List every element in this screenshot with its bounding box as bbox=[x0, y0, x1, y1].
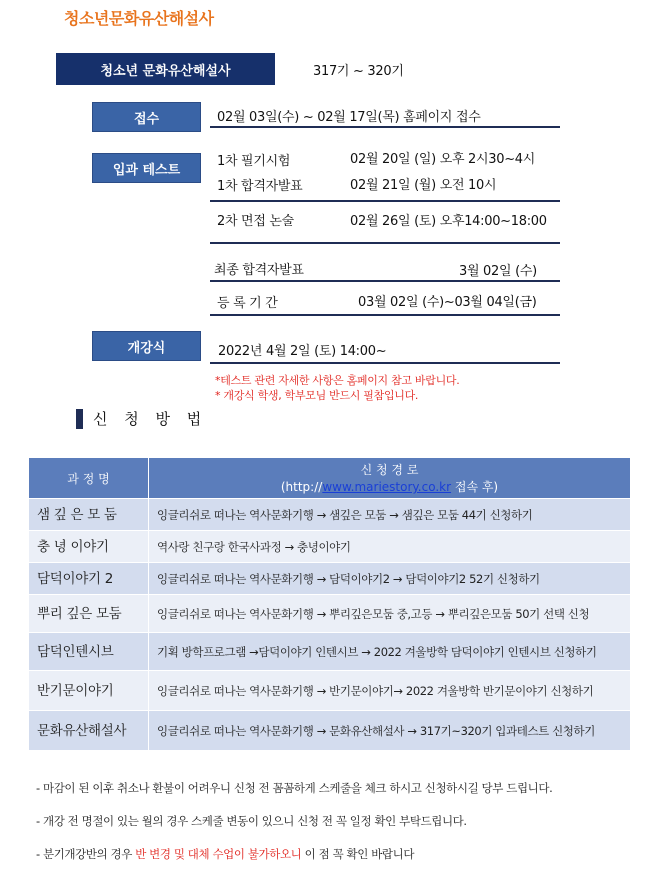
reception-label: 접수 bbox=[92, 102, 201, 132]
course-name: 문화유산해설사 bbox=[29, 711, 149, 751]
entrance-test-label: 입과 테스트 bbox=[92, 153, 201, 183]
footer-note-3 bbox=[36, 846, 414, 862]
section-title-text: 신 청 방 법 bbox=[93, 410, 208, 428]
table-header-row bbox=[29, 458, 631, 499]
program-label: 청소년 문화유산해설사 bbox=[56, 53, 275, 85]
footer-note-1: - 마감이 된 이후 취소나 환불이 어려우니 신청 전 꼼꼼하게 스케줄을 체크 하시고 신청하시길 당부 드립니다. bbox=[36, 781, 553, 795]
test-name: 1차 필기시험 bbox=[217, 154, 291, 169]
course-name: 담덕이야기 2 bbox=[29, 563, 149, 595]
header-course: 과 정 명 bbox=[29, 458, 149, 499]
course-name: 충 녕 이야기 bbox=[29, 531, 149, 563]
opening-label: 개강식 bbox=[92, 331, 201, 361]
course-name: 담덕인텐시브 bbox=[29, 633, 149, 671]
reception-text: 02월 03일(수) ~ 02월 17일(목) 홈페이지 접수 bbox=[217, 110, 481, 125]
table-row bbox=[29, 499, 631, 531]
table-row bbox=[29, 595, 631, 633]
divider bbox=[210, 314, 560, 316]
note: *테스트 관련 자세한 사항은 홈페이지 참고 바랍니다. bbox=[215, 374, 460, 387]
application-table bbox=[28, 457, 631, 751]
note: * 개강식 학생, 학부모님 반드시 필참입니다. bbox=[215, 389, 419, 402]
test-date: 02월 20일 (일) 오후 2시30~4시 bbox=[350, 152, 536, 167]
header-route-url bbox=[150, 478, 629, 495]
section-marker bbox=[76, 409, 83, 429]
page-title: 청소년문화유산해설사 bbox=[64, 9, 214, 28]
divider bbox=[210, 242, 560, 244]
divider bbox=[210, 280, 560, 282]
test-name: 2차 면접 논술 bbox=[217, 214, 294, 229]
course-name: 반기문이야기 bbox=[29, 671, 149, 711]
course-route: 잉글리쉬로 떠나는 역사문화기행 → 뿌리깊은모둠 중,고등 → 뿌리깊은모둠 50기 선택 신청 bbox=[149, 595, 631, 633]
footer-note-3-b: 이 점 꼭 확인 바랍니다 bbox=[301, 847, 415, 861]
course-route: 잉글리쉬로 떠나는 역사문화기행 → 샘깊은 모둠 → 샘깊은 모둠 44기 신청하기 bbox=[149, 499, 631, 531]
test-date: 03월 02일 (수)~03월 04일(금) bbox=[358, 295, 537, 310]
test-name: 1차 합격자발표 bbox=[217, 179, 303, 194]
test-date: 3월 02일 (수) bbox=[459, 264, 537, 279]
course-route: 잉글리쉬로 떠나는 역사문화기행 → 문화유산해설사 → 317기~320기 입과테스트 신청하기 bbox=[149, 711, 631, 751]
url-prefix: (http:// bbox=[280, 480, 323, 494]
divider bbox=[210, 126, 560, 128]
course-route: 잉글리쉬로 떠나는 역사문화기행 → 반기문이야기→ 2022 겨울방학 반기문이야기 신청하기 bbox=[149, 671, 631, 711]
test-name: 등 록 기 간 bbox=[217, 296, 278, 311]
divider bbox=[210, 200, 560, 202]
table-row bbox=[29, 563, 631, 595]
opening-text: 2022년 4월 2일 (토) 14:00~ bbox=[218, 344, 387, 359]
footer-note-2: - 개강 전 명절이 있는 월의 경우 스케줄 변동이 있으니 신청 전 꼭 일정 확인 부탁드립니다. bbox=[36, 814, 467, 828]
header-route-title: 신 청 경 로 bbox=[360, 463, 419, 477]
footer-note-3-a: - 분기개강반의 경우 bbox=[36, 847, 136, 861]
divider bbox=[210, 362, 560, 364]
test-name: 최종 합격자발표 bbox=[214, 263, 304, 278]
header-route bbox=[149, 458, 631, 499]
test-date: 02월 21일 (월) 오전 10시 bbox=[350, 178, 497, 193]
course-name: 뿌리 깊은 모둠 bbox=[29, 595, 149, 633]
site-link[interactable]: www.mariestory.co.kr bbox=[322, 480, 452, 494]
table-row bbox=[29, 633, 631, 671]
course-route: 잉글리쉬로 떠나는 역사문화기행 → 담덕이야기2 → 담덕이야기2 52기 신청하기 bbox=[149, 563, 631, 595]
table-row bbox=[29, 671, 631, 711]
footer-note-3-emphasis: 반 변경 및 대체 수업이 불가하오니 bbox=[135, 847, 302, 861]
section-title bbox=[76, 408, 207, 429]
course-name: 샘 깊 은 모 둠 bbox=[29, 499, 149, 531]
course-route: 역사랑 친구랑 한국사과정 → 충녕이야기 bbox=[149, 531, 631, 563]
course-route: 기획 방학프로그램 →담덕이야기 인텐시브 → 2022 겨울방학 담덕이야기 인텐시브 신청하기 bbox=[149, 633, 631, 671]
table-row bbox=[29, 531, 631, 563]
url-suffix: 접속 후) bbox=[451, 480, 499, 494]
program-term: 317기 ~ 320기 bbox=[313, 64, 404, 79]
table-row bbox=[29, 711, 631, 751]
test-date: 02월 26일 (토) 오후14:00~18:00 bbox=[350, 214, 547, 229]
